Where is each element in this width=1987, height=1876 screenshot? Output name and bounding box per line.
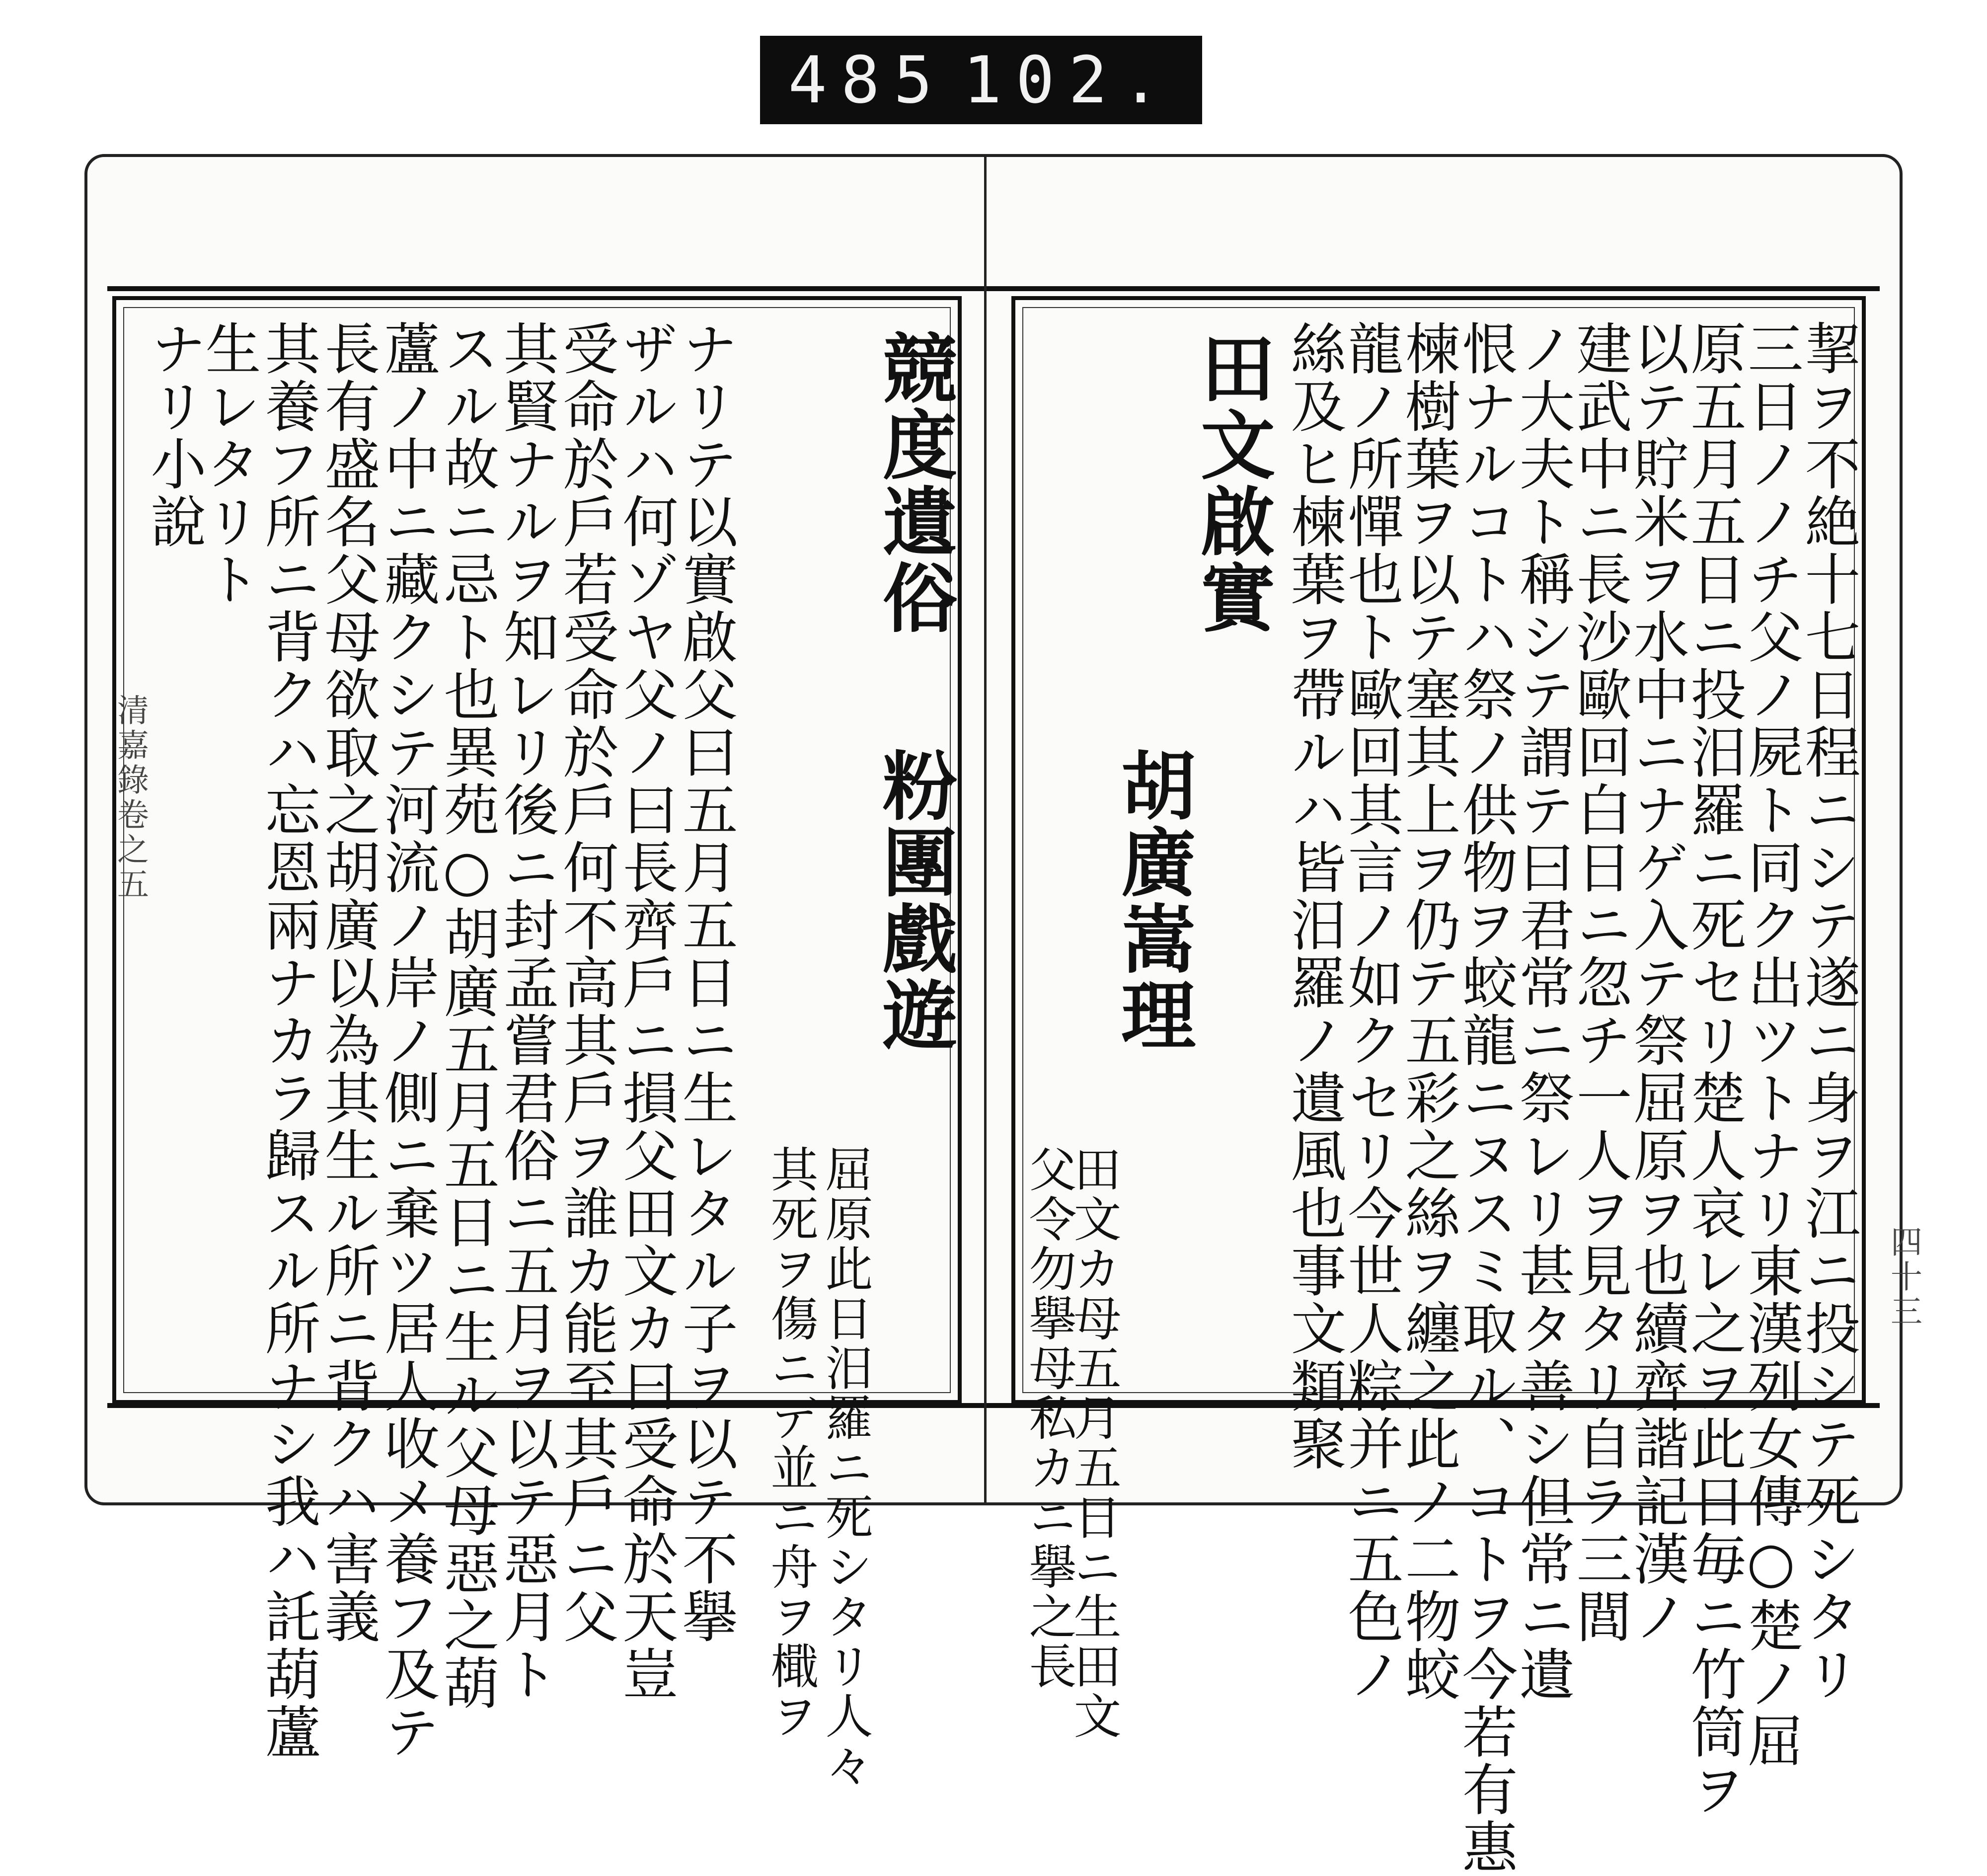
catalog-number-label [760, 36, 1202, 124]
right-text-column-5: 建武中ニ長沙歐回白日ニ忽チ一人ヲ見タリ自ラ三閭 [1567, 320, 1632, 1645]
right-heading-1: 田文啟實 [1188, 330, 1275, 636]
left-text-column-6: 蘆ノ中ニ藏クシテ河流ノ岸ノ側ニ棄ツ居人收メ養フ及テ [375, 320, 440, 1761]
right-text-column-8: 楝樹葉ヲ以テ塞其上ヲ仍テ五彩之絲ヲ纏之此ノ二物蛟 [1396, 320, 1460, 1703]
right-text-column-3: 原五月五日ニ投汨羅ニ死セリ楚人哀レ之ヲ此日毎ニ竹筒ヲ [1681, 320, 1746, 1818]
top-margin-rule [107, 286, 1880, 291]
left-margin-book-title: 清嘉錄卷之五 [112, 694, 149, 902]
right-text-column-1: 挈ヲ不絶十七日程ニシテ遂ニ身ヲ江ニ投シテ死シタリ [1796, 320, 1860, 1703]
left-heading-note-2: 其死ヲ傷ニデ並ニ舟ヲ檝ヲ [763, 1145, 819, 1741]
left-text-column-10: ナリ小說 [142, 320, 206, 550]
page-number: 四十三 [1885, 1225, 1922, 1329]
book-gutter [984, 157, 987, 1502]
catalog-number-left: 485 [788, 42, 947, 118]
left-heading-note-1: 屈原此日汨羅ニ死シタリ人々 [818, 1145, 873, 1791]
left-text-column-4: 其賢ナルヲ知レリ後ニ封孟嘗君俗ニ五月ヲ以テ惡月ト [494, 320, 559, 1703]
right-heading-note-2: 父令勿擧母私カニ擧之長 [1021, 1145, 1077, 1691]
left-text-column-3: 受命於戶若受命於戶何不高其戶ヲ誰カ能至其戶ニ父 [554, 320, 618, 1645]
left-heading-1: 競度遺俗 [870, 330, 957, 636]
catalog-number-right: 102. [963, 42, 1174, 118]
left-text-column-9: 生レタリト [196, 320, 261, 608]
left-text-column-2: ザルハ何ゾヤ父ノ曰長齊戶ニ損父田文カ曰受命於天豈 [613, 320, 678, 1703]
right-heading-2: 胡廣嵩理 [1108, 747, 1196, 1053]
right-text-column-6: ノ大夫ト稱シテ謂テ曰君常ニ祭レリ甚タ善シ但常ニ遺 [1510, 320, 1575, 1703]
left-heading-2: 粉團戲遊 [870, 747, 957, 1053]
right-heading-note-1: 田文カ母五月五日ニ生田文 [1066, 1145, 1122, 1741]
left-text-column-8: 其養フ所ニ背クハ忘恩兩ナカラ歸スル所ナシ我ハ託葫蘆 [256, 320, 320, 1761]
right-text-column-2: 三日ノノチ父ノ屍ト同ク出ツトナリ東漢列女傳○楚ノ屈 [1739, 320, 1803, 1770]
left-text-column-1: ナリテ以實啟父曰五月五日ニ生レタル子ヲ以テ不擧 [673, 320, 738, 1645]
right-text-column-9: 龍ノ所憚也ト歐回其言ノ如クセリ今世人粽并ニ五色ノ [1339, 320, 1403, 1703]
right-page [1011, 296, 1866, 1876]
right-text-column-7: 恨ナルコトハ祭ノ供物ヲ蛟龍ニヌスミ取ル、コトヲ今若有惠 [1453, 320, 1518, 1876]
right-text-column-10: 絲及ヒ楝葉ヲ帶ルハ皆汨羅ノ遺風也事文類聚 [1282, 320, 1346, 1473]
left-page [112, 296, 962, 1791]
right-text-column-4: 以テ貯米ヲ水中ニナゲ入テ祭屈原ヲ也續齊諧記漢ノ [1624, 320, 1689, 1645]
open-book [84, 154, 1922, 1876]
left-text-column-5: スル故ニ忌ト也異苑○胡廣五月五日ニ生ル父母惡之葫 [435, 320, 499, 1712]
left-text-column-7: 長有盛名父母欲取之胡廣以為其生ル所ニ背クハ害義 [315, 320, 380, 1645]
